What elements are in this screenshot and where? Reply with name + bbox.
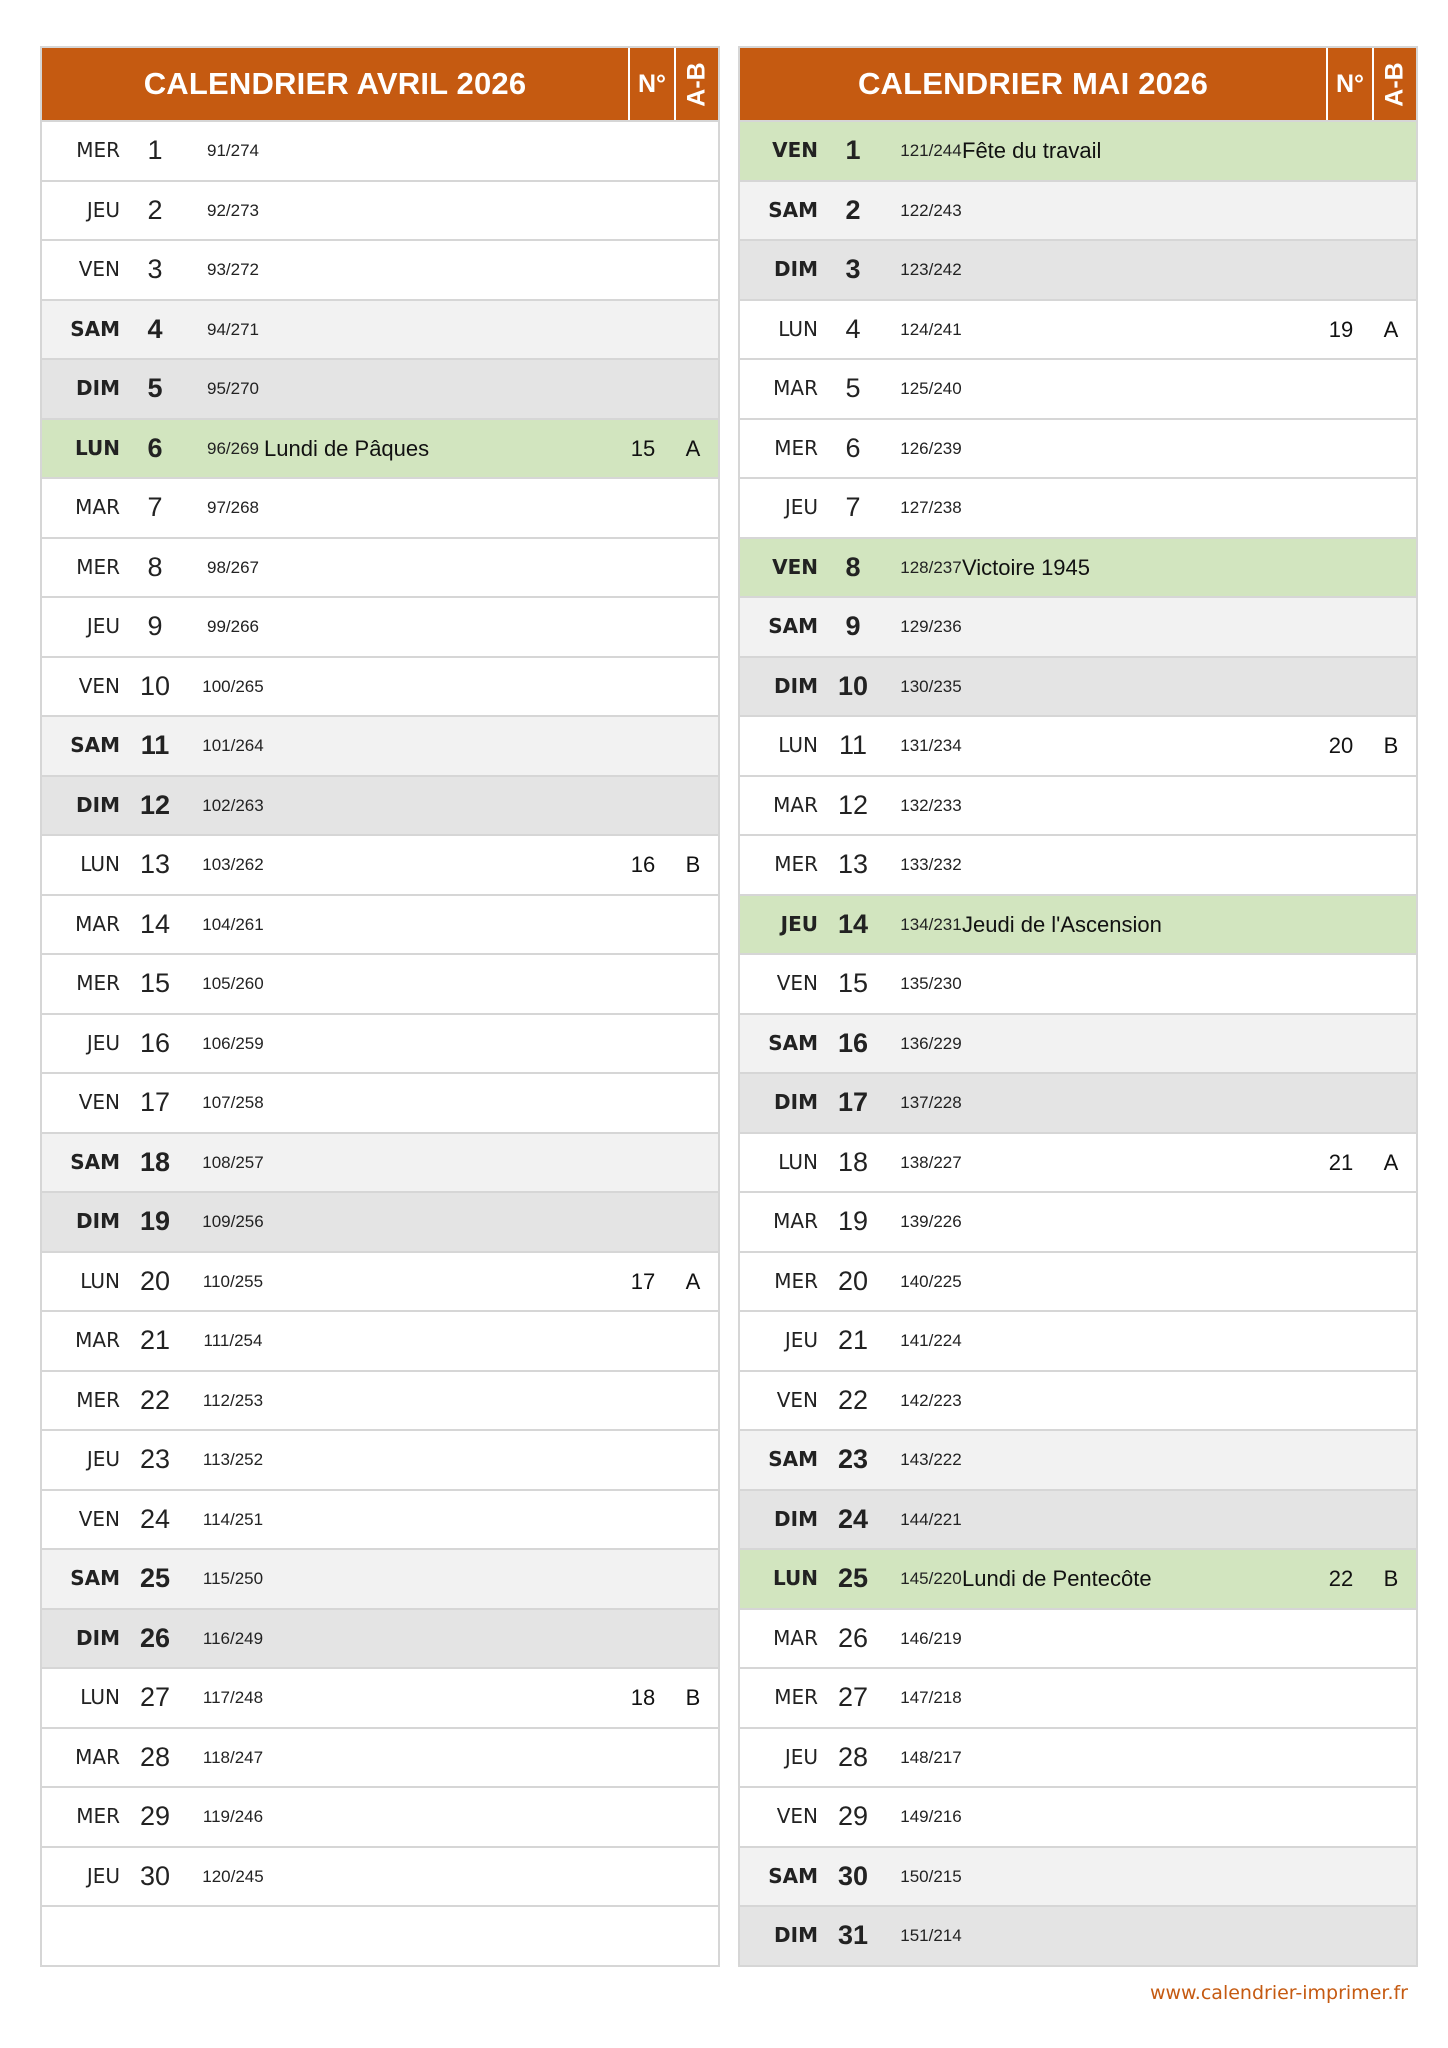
day-of-year: 118/247 xyxy=(202,1747,264,1767)
day-row xyxy=(740,596,1416,656)
day-number: 24 xyxy=(139,1503,171,1534)
week-number: 18 xyxy=(630,1685,656,1710)
day-number: 1 xyxy=(147,135,163,165)
day-row xyxy=(42,1905,718,1965)
day-row xyxy=(740,953,1416,1013)
day-row xyxy=(740,1191,1416,1251)
day-of-year: 115/250 xyxy=(202,1569,264,1588)
week-number: 17 xyxy=(630,1268,656,1294)
day-row xyxy=(42,1727,718,1787)
day-of-week: SAM xyxy=(70,1566,120,1590)
day-of-week: VEN xyxy=(776,1804,818,1828)
day-row xyxy=(42,537,718,597)
day-of-week: JEU xyxy=(86,1863,120,1888)
day-number: 25 xyxy=(837,1563,869,1593)
day-row xyxy=(740,1786,1416,1846)
day-of-week: SAM xyxy=(70,316,120,341)
day-row xyxy=(42,1132,718,1192)
ab-week-column-header xyxy=(1372,48,1416,120)
day-row xyxy=(740,656,1416,716)
day-row xyxy=(42,239,718,299)
day-of-year: 129/236 xyxy=(900,617,962,636)
day-row xyxy=(42,1667,718,1727)
day-row xyxy=(42,1310,718,1370)
day-of-year: 128/237 xyxy=(900,557,962,577)
day-number: 10 xyxy=(139,670,171,701)
day-number: 16 xyxy=(837,1027,869,1058)
day-of-week: MAR xyxy=(773,792,818,817)
day-number: 13 xyxy=(139,849,171,879)
day-number: 14 xyxy=(139,908,171,939)
day-of-year: 147/218 xyxy=(900,1688,962,1707)
day-row xyxy=(740,1608,1416,1668)
day-of-year: 142/223 xyxy=(900,1390,962,1410)
holiday-label: Jeudi de l'Ascension xyxy=(962,911,1162,937)
day-of-week: JEU xyxy=(784,1744,818,1769)
day-row xyxy=(42,299,718,359)
day-of-year: 112/253 xyxy=(202,1390,264,1410)
day-of-year: 122/243 xyxy=(900,200,962,220)
day-of-year: 134/231 xyxy=(900,914,962,934)
calendar-header xyxy=(740,48,1416,120)
day-row xyxy=(42,1191,718,1251)
day-of-year: 110/255 xyxy=(202,1271,264,1291)
day-number: 22 xyxy=(139,1384,171,1415)
day-of-year: 124/241 xyxy=(900,319,962,339)
day-rows xyxy=(740,120,1416,1965)
day-of-week: MAR xyxy=(75,1744,120,1769)
day-of-week: LUN xyxy=(778,316,818,341)
ab-week: B xyxy=(685,852,701,877)
day-row xyxy=(42,1251,718,1311)
day-of-year: 143/222 xyxy=(900,1450,962,1469)
ab-week-column-label: A-B xyxy=(682,61,711,107)
day-of-week: SAM xyxy=(768,1030,818,1055)
day-row xyxy=(740,1727,1416,1787)
day-of-year: 123/242 xyxy=(900,260,962,279)
day-of-week: VEN xyxy=(78,673,120,698)
day-number: 2 xyxy=(845,194,861,225)
day-number: 30 xyxy=(837,1860,869,1891)
day-of-week: MAR xyxy=(773,1625,818,1650)
day-of-week: LUN xyxy=(80,1268,120,1293)
day-of-year: 97/268 xyxy=(207,498,259,517)
ab-week: B xyxy=(1383,733,1399,758)
day-of-year: 104/261 xyxy=(202,914,264,934)
day-number: 29 xyxy=(139,1801,171,1831)
day-of-year: 138/227 xyxy=(900,1152,962,1172)
day-of-year: 120/245 xyxy=(202,1866,264,1886)
day-of-week: DIM xyxy=(76,792,120,817)
day-of-week: DIM xyxy=(76,376,120,400)
day-of-week: MAR xyxy=(75,1328,120,1352)
day-number: 21 xyxy=(837,1325,869,1355)
day-number: 2 xyxy=(147,194,163,225)
week-number-column-header: N° xyxy=(628,48,674,120)
day-of-year: 132/233 xyxy=(900,795,962,815)
day-row xyxy=(42,953,718,1013)
day-number: 13 xyxy=(837,849,869,879)
holiday-label: Fête du travail xyxy=(962,138,1102,163)
day-of-year: 113/252 xyxy=(202,1450,264,1469)
day-row xyxy=(42,120,718,180)
day-of-year: 148/217 xyxy=(900,1747,962,1767)
day-number: 8 xyxy=(147,551,163,582)
day-row xyxy=(740,180,1416,240)
day-of-year: 146/219 xyxy=(900,1628,962,1648)
day-row xyxy=(740,1072,1416,1132)
day-of-week: MER xyxy=(774,852,818,876)
day-of-week: JEU xyxy=(780,911,818,936)
day-of-year: 139/226 xyxy=(900,1212,962,1231)
day-number: 29 xyxy=(837,1801,869,1831)
day-row xyxy=(42,477,718,537)
day-of-week: LUN xyxy=(74,435,120,460)
day-row xyxy=(740,358,1416,418)
day-number: 17 xyxy=(139,1087,171,1117)
day-of-year: 100/265 xyxy=(202,676,264,696)
day-row xyxy=(42,894,718,954)
day-of-week: MAR xyxy=(75,495,120,519)
day-of-year: 117/248 xyxy=(202,1688,264,1707)
day-of-week: DIM xyxy=(76,1625,120,1650)
day-row xyxy=(740,1310,1416,1370)
day-of-year: 101/264 xyxy=(202,736,264,755)
week-number: 16 xyxy=(630,852,656,877)
day-of-week: LUN xyxy=(772,1566,818,1590)
day-number: 15 xyxy=(139,968,171,998)
day-number: 30 xyxy=(139,1860,171,1891)
day-of-year: 137/228 xyxy=(900,1093,962,1112)
day-of-week: VEN xyxy=(776,1387,818,1412)
day-of-week: SAM xyxy=(768,614,818,638)
day-number: 27 xyxy=(837,1682,869,1712)
day-number: 14 xyxy=(837,908,869,939)
week-number: 15 xyxy=(630,435,656,461)
day-number: 26 xyxy=(139,1622,171,1653)
day-of-week: JEU xyxy=(86,197,120,222)
day-row xyxy=(42,1548,718,1608)
day-of-year: 151/214 xyxy=(900,1926,962,1945)
day-row xyxy=(740,1251,1416,1311)
day-number: 4 xyxy=(147,313,163,344)
day-of-week: JEU xyxy=(784,495,818,519)
day-number: 23 xyxy=(837,1444,869,1474)
day-number: 7 xyxy=(147,492,163,522)
day-row xyxy=(42,1489,718,1549)
day-row xyxy=(740,537,1416,597)
day-number: 28 xyxy=(837,1741,869,1772)
day-number: 5 xyxy=(845,373,861,403)
day-number: 21 xyxy=(139,1325,171,1355)
day-of-week: MER xyxy=(76,1387,120,1412)
day-of-week: MER xyxy=(76,1804,120,1828)
website-link[interactable]: www.calendrier-imprimer.fr xyxy=(1149,1982,1408,2004)
holiday-label: Victoire 1945 xyxy=(962,554,1091,580)
day-number: 19 xyxy=(837,1206,869,1236)
day-row xyxy=(42,596,718,656)
day-number: 17 xyxy=(837,1087,869,1117)
day-of-week: JEU xyxy=(86,614,120,638)
day-of-year: 141/224 xyxy=(900,1331,962,1350)
day-of-year: 92/273 xyxy=(207,200,259,220)
day-row xyxy=(42,1013,718,1073)
day-of-year: 103/262 xyxy=(202,855,264,874)
day-of-year: 91/274 xyxy=(207,141,259,160)
day-of-year: 136/229 xyxy=(900,1033,962,1053)
day-row xyxy=(42,1786,718,1846)
day-number: 27 xyxy=(139,1682,171,1712)
day-of-year: 96/269 xyxy=(207,438,259,458)
day-row xyxy=(42,358,718,418)
day-number: 11 xyxy=(838,730,868,760)
day-of-week: DIM xyxy=(76,1209,120,1233)
week-number-column-header: N° xyxy=(1326,48,1372,120)
ab-week: A xyxy=(685,1268,701,1294)
day-number: 12 xyxy=(139,789,171,820)
day-of-year: 114/251 xyxy=(202,1509,264,1529)
day-of-year: 144/221 xyxy=(900,1509,962,1529)
day-number: 25 xyxy=(139,1563,171,1593)
day-number: 12 xyxy=(837,789,869,820)
week-number: 22 xyxy=(1328,1566,1354,1591)
day-of-year: 94/271 xyxy=(207,319,259,339)
day-of-year: 99/266 xyxy=(207,617,259,636)
day-of-week: MER xyxy=(76,138,120,162)
day-of-week: MER xyxy=(774,1685,818,1709)
day-number: 22 xyxy=(837,1384,869,1415)
day-row xyxy=(740,418,1416,478)
day-number: 1 xyxy=(845,135,861,165)
day-row xyxy=(740,894,1416,954)
day-row xyxy=(42,180,718,240)
calendar-april xyxy=(40,46,720,1967)
day-of-year: 106/259 xyxy=(202,1033,264,1053)
day-row xyxy=(740,1905,1416,1965)
day-row xyxy=(42,1608,718,1668)
day-number: 31 xyxy=(837,1920,869,1950)
day-of-year: 145/220 xyxy=(900,1569,962,1588)
day-row xyxy=(42,715,718,775)
day-of-week: MAR xyxy=(773,1209,818,1233)
day-row xyxy=(740,1370,1416,1430)
day-of-week: MER xyxy=(774,1268,818,1293)
day-row xyxy=(740,1132,1416,1192)
day-of-week: DIM xyxy=(774,257,818,281)
day-of-year: 150/215 xyxy=(900,1866,962,1886)
day-row xyxy=(740,1013,1416,1073)
day-of-week: JEU xyxy=(86,1447,120,1471)
day-of-year: 102/263 xyxy=(202,795,264,815)
day-of-year: 109/256 xyxy=(202,1212,264,1231)
day-of-year: 111/254 xyxy=(203,1331,263,1350)
day-row xyxy=(42,775,718,835)
ab-week: B xyxy=(1383,1566,1399,1591)
day-of-week: VEN xyxy=(78,1090,120,1114)
day-of-week: DIM xyxy=(774,1923,818,1947)
week-number: 20 xyxy=(1328,733,1354,758)
day-of-week: VEN xyxy=(772,554,818,579)
day-of-year: 98/267 xyxy=(207,557,259,577)
day-of-week: LUN xyxy=(80,1685,120,1709)
day-of-week: LUN xyxy=(80,852,120,876)
day-row xyxy=(740,299,1416,359)
calendar-title: CALENDRIER AVRIL 2026 xyxy=(143,66,527,101)
day-row xyxy=(740,834,1416,894)
day-row xyxy=(42,1370,718,1430)
day-of-year: 133/232 xyxy=(900,855,962,874)
holiday-label: Lundi de Pentecôte xyxy=(962,1566,1152,1591)
day-number: 3 xyxy=(845,254,861,284)
day-row xyxy=(42,656,718,716)
day-rows xyxy=(42,120,718,1965)
day-row xyxy=(42,834,718,894)
ab-week: A xyxy=(685,435,701,461)
day-row xyxy=(42,1846,718,1906)
day-of-week: LUN xyxy=(778,733,818,757)
day-of-week: JEU xyxy=(784,1328,818,1352)
day-number: 6 xyxy=(845,432,861,463)
day-number: 20 xyxy=(139,1265,171,1296)
day-number: 4 xyxy=(845,313,861,344)
calendar-may xyxy=(738,46,1418,1967)
day-row xyxy=(740,1548,1416,1608)
day-of-year: 130/235 xyxy=(900,676,962,696)
day-of-week: VEN xyxy=(776,971,818,995)
day-of-week: DIM xyxy=(774,673,818,698)
holiday-label: Lundi de Pâques xyxy=(264,435,430,461)
day-of-year: 135/230 xyxy=(900,974,962,993)
day-of-week: DIM xyxy=(774,1506,818,1531)
day-row xyxy=(740,1846,1416,1906)
day-of-week: VEN xyxy=(78,257,120,281)
calendar-title: CALENDRIER MAI 2026 xyxy=(857,66,1209,101)
day-of-week: JEU xyxy=(86,1030,120,1055)
day-row xyxy=(740,715,1416,775)
day-number: 16 xyxy=(139,1027,171,1058)
week-number: 19 xyxy=(1328,316,1354,342)
day-number: 19 xyxy=(139,1206,171,1236)
day-of-week: SAM xyxy=(768,1447,818,1471)
day-number: 28 xyxy=(139,1741,171,1772)
day-number: 11 xyxy=(140,730,170,760)
day-of-week: MER xyxy=(774,435,818,460)
day-row xyxy=(740,239,1416,299)
day-number: 6 xyxy=(147,432,163,463)
ab-week-column-header xyxy=(674,48,718,120)
day-of-week: SAM xyxy=(70,733,120,757)
day-row xyxy=(740,1667,1416,1727)
ab-week: A xyxy=(1383,1149,1399,1175)
day-of-year: 107/258 xyxy=(202,1093,264,1112)
day-of-year: 119/246 xyxy=(202,1807,264,1826)
day-number: 3 xyxy=(147,254,163,284)
day-of-week: MER xyxy=(76,554,120,579)
day-number: 5 xyxy=(147,373,163,403)
ab-week-column-label: A-B xyxy=(1380,61,1409,107)
day-of-week: SAM xyxy=(768,1863,818,1888)
day-number: 20 xyxy=(837,1265,869,1296)
ab-week: A xyxy=(1383,316,1399,342)
day-of-year: 126/239 xyxy=(900,438,962,458)
day-of-week: MAR xyxy=(75,911,120,936)
day-row xyxy=(740,775,1416,835)
day-of-year: 108/257 xyxy=(202,1152,264,1172)
day-of-year: 121/244 xyxy=(900,141,962,160)
day-of-year: 95/270 xyxy=(207,379,259,398)
day-of-week: VEN xyxy=(772,138,818,162)
week-number: 21 xyxy=(1328,1149,1354,1175)
day-row xyxy=(740,120,1416,180)
day-of-week: LUN xyxy=(778,1149,818,1174)
day-row xyxy=(740,477,1416,537)
day-row xyxy=(42,418,718,478)
day-number: 9 xyxy=(845,611,861,641)
day-number: 7 xyxy=(845,492,861,522)
calendar-header xyxy=(42,48,718,120)
day-of-year: 149/216 xyxy=(900,1807,962,1826)
day-of-week: DIM xyxy=(774,1090,818,1114)
day-of-year: 131/234 xyxy=(900,736,962,755)
day-of-year: 105/260 xyxy=(202,974,264,993)
day-of-year: 116/249 xyxy=(202,1628,264,1648)
day-row xyxy=(740,1429,1416,1489)
day-of-week: VEN xyxy=(78,1506,120,1531)
day-of-week: MER xyxy=(76,971,120,995)
day-row xyxy=(42,1072,718,1132)
day-row xyxy=(740,1489,1416,1549)
day-of-year: 127/238 xyxy=(900,498,962,517)
day-of-week: MAR xyxy=(773,376,818,400)
day-number: 10 xyxy=(837,670,869,701)
day-of-year: 93/272 xyxy=(207,260,259,279)
day-row xyxy=(42,1429,718,1489)
day-number: 23 xyxy=(139,1444,171,1474)
day-of-year: 140/225 xyxy=(900,1271,962,1291)
day-number: 18 xyxy=(837,1146,869,1177)
day-of-year: 125/240 xyxy=(900,379,962,398)
day-number: 8 xyxy=(845,551,861,582)
day-of-week: SAM xyxy=(768,197,818,222)
ab-week: B xyxy=(685,1685,701,1710)
day-number: 9 xyxy=(147,611,163,641)
day-of-week: SAM xyxy=(70,1149,120,1174)
day-number: 26 xyxy=(837,1622,869,1653)
day-number: 24 xyxy=(837,1503,869,1534)
day-number: 18 xyxy=(139,1146,171,1177)
day-number: 15 xyxy=(837,968,869,998)
